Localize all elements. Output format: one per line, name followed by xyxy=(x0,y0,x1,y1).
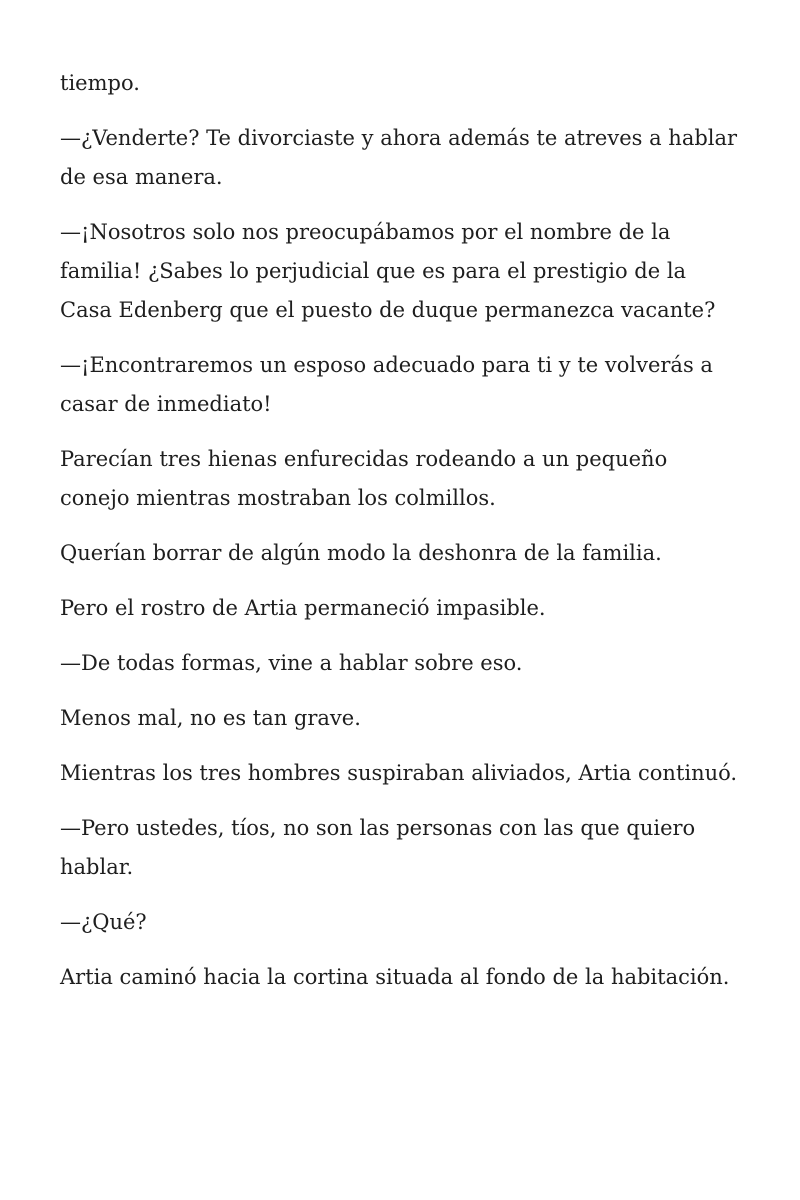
paragraph-7: Pero el rostro de Artia permaneció impasible. xyxy=(60,596,546,620)
paragraph-10: Mientras los tres hombres suspiraban aliviados, Artia continuó. xyxy=(60,761,738,785)
paragraph-1: tiempo. xyxy=(60,71,140,95)
paragraph-9: Menos mal, no es tan grave. xyxy=(60,706,361,730)
paragraph-2: —¿Venderte? Te divorciaste y ahora además te atreves a hablar de esa manera. xyxy=(60,126,738,189)
paragraph-8: —De todas formas, vine a hablar sobre eso. xyxy=(60,651,523,675)
paragraph-3: —¡Nosotros solo nos preocupábamos por el nombre de la familia! ¿Sabes lo perjudicial que es para el prestigio de la Casa Edenberg que el puesto de duque permanezca vacante? xyxy=(60,220,716,322)
paragraph-12: —¿Qué? xyxy=(60,910,147,934)
paragraph-4: —¡Encontraremos un esposo adecuado para ti y te volverás a casar de inmediato! xyxy=(60,353,713,416)
paragraph-5: Parecían tres hienas enfurecidas rodeando a un pequeño conejo mientras mostraban los colmillos. xyxy=(60,447,668,510)
paragraph-13: Artia caminó hacia la cortina situada al fondo de la habitación. xyxy=(60,965,730,989)
paragraph-6: Querían borrar de algún modo la deshonra de la familia. xyxy=(60,541,662,565)
paragraph-11: —Pero ustedes, tíos, no son las personas con las que quiero hablar. xyxy=(60,816,696,879)
reader-page[interactable] xyxy=(60,64,740,1013)
